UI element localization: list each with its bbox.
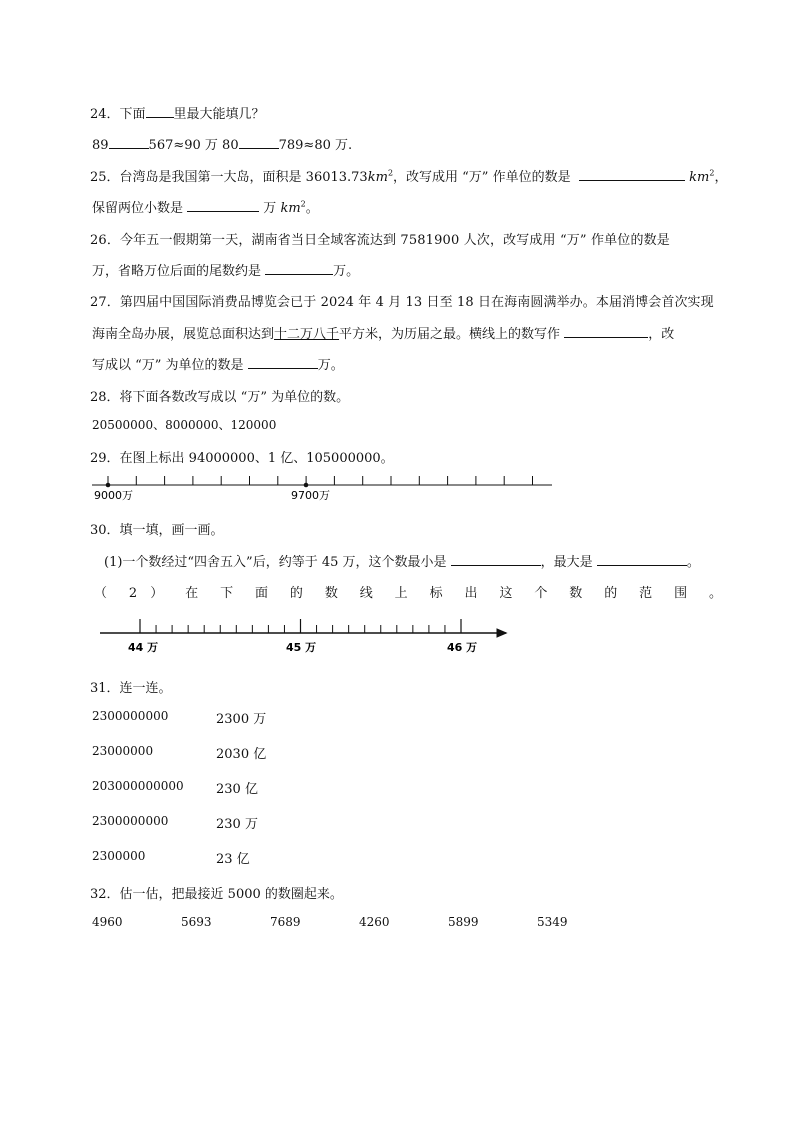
- q32-number-option[interactable]: 5693: [181, 915, 212, 929]
- q31-right-item[interactable]: 230 万: [216, 817, 258, 832]
- q30-sub1: (1)一个数经过“四舍五入”后，约等于 45 万，这个数最小是 ，最大是 。: [104, 555, 700, 570]
- q25-line1: 25．台湾岛是我国第一大岛，面积是 $36013.73km^2$，改写成用 “万” 作单位的数是: [90, 168, 571, 185]
- answer-blank[interactable]: [564, 325, 648, 338]
- number-line-ticks: [108, 476, 560, 485]
- q28-stem: 28．将下面各数改写成以 “万” 为单位的数。: [90, 390, 350, 405]
- q26-line2: 万，省略万位后面的尾数约是 万。: [92, 264, 360, 279]
- q29-stem: 29．在图上标出 94000000、1 亿、105000000。: [90, 451, 394, 466]
- answer-blank[interactable]: [109, 136, 149, 149]
- q31-left-item[interactable]: 2300000000: [92, 814, 169, 828]
- q26-line1: 26．今年五一假期第一天，湖南省当日全域客流达到 7581900 人次，改写成用 “万” 作单位的数是: [90, 233, 670, 248]
- q31-left-item[interactable]: 203000000000: [92, 779, 184, 793]
- number-line-dot: [304, 483, 309, 488]
- q27-line1: 27．第四届中国国际消费品博览会已于 2024 年 4 月 13 日至 18 日在海南圆满举办。本届消博会首次实现: [90, 295, 714, 310]
- answer-blank[interactable]: [248, 356, 318, 369]
- q32-number-option[interactable]: 4960: [92, 915, 123, 929]
- q31-left-item[interactable]: 2300000000: [92, 709, 169, 723]
- label-9000wan: 9000万: [94, 489, 133, 502]
- q31-stem: 31．连一连。: [90, 681, 172, 696]
- label-44wan: 44 万: [128, 641, 159, 654]
- q30-number-line[interactable]: [96, 612, 516, 656]
- answer-blank[interactable]: [187, 199, 259, 212]
- answer-blank[interactable]: [597, 553, 687, 566]
- q25-line1-end: $km^2$，: [579, 166, 727, 185]
- label-46wan: 46 万: [447, 641, 478, 654]
- q29-number-line[interactable]: [90, 472, 560, 502]
- number-line-dot: [106, 483, 111, 488]
- answer-blank[interactable]: [451, 553, 541, 566]
- q31-right-item[interactable]: 23 亿: [216, 852, 250, 867]
- answer-blank[interactable]: [579, 168, 685, 181]
- q31-left-item[interactable]: 23000000: [92, 744, 154, 758]
- q32-number-option[interactable]: 7689: [270, 915, 301, 929]
- answer-blank[interactable]: [239, 136, 279, 149]
- q31-left-item[interactable]: 2300000: [92, 849, 146, 863]
- q27-line2: 海南全岛办展，展览总面积达到十二万八千平方米，为历届之最。横线上的数写作 ，改: [92, 327, 675, 342]
- q32-number-option[interactable]: 5899: [448, 915, 479, 929]
- answer-blank[interactable]: [265, 262, 333, 275]
- q31-right-item[interactable]: 2030 亿: [216, 747, 267, 762]
- q30-stem: 30．填一填，画一画。: [90, 523, 224, 538]
- label-9700wan: 9700万: [291, 489, 330, 502]
- label-45wan: 45 万: [286, 641, 317, 654]
- q27-line3: 写成以 “万” 为单位的数是 万。: [92, 358, 344, 373]
- q25-line2: 保留两位小数是 万 $km^2$。: [92, 199, 319, 216]
- q32-number-option[interactable]: 4260: [359, 915, 390, 929]
- q28-numbers: 20500000、8000000、120000: [92, 418, 277, 432]
- number-line-ticks: [140, 619, 461, 633]
- q30-sub2: （ 2 ） 在 下 面 的 数 线 上 标 出 这 个 数 的 范 围 。: [94, 586, 722, 601]
- q24-line2: 89 567≈90 万 80 789≈80 万.: [92, 138, 353, 153]
- q31-right-item[interactable]: 2300 万: [216, 712, 267, 727]
- q32-stem: 32．估一估，把最接近 5000 的数圈起来。: [90, 887, 343, 902]
- answer-blank[interactable]: [146, 105, 174, 118]
- q24-stem: 24．下面 里最大能填几？: [90, 107, 265, 122]
- q31-right-item[interactable]: 230 亿: [216, 782, 258, 797]
- q32-number-option[interactable]: 5349: [537, 915, 568, 929]
